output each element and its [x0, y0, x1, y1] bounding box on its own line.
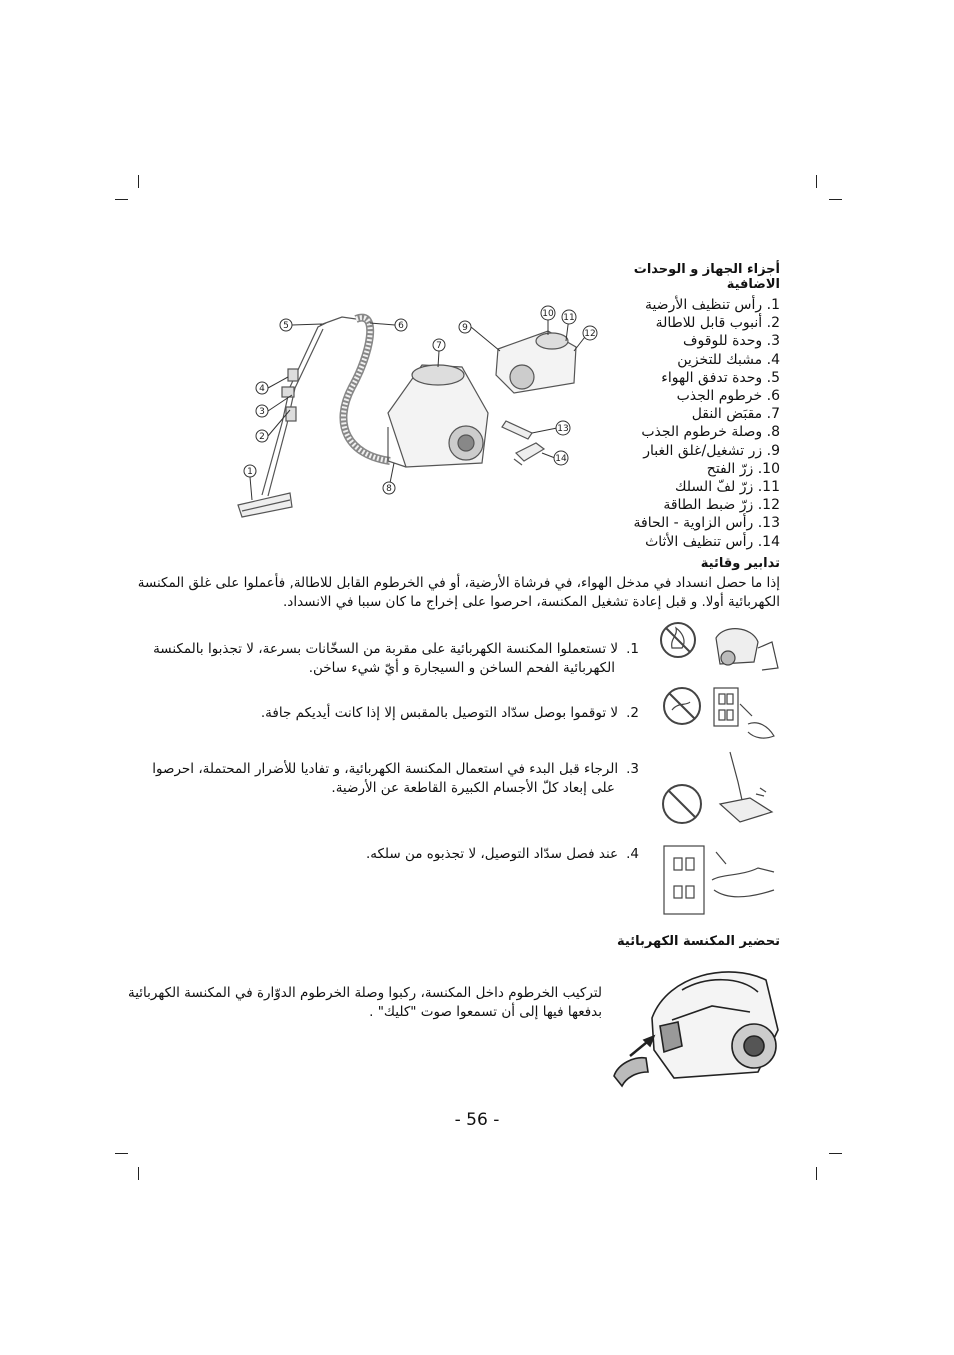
crop-mark [816, 175, 817, 188]
crop-mark [829, 1153, 842, 1154]
prep-title: تحضير المكنسة الكهربائية [617, 934, 780, 949]
vacuum-parts-diagram [230, 295, 610, 530]
crop-mark [115, 199, 128, 200]
callout-label: 2 [259, 432, 265, 442]
callout-label: 1 [247, 467, 253, 477]
list-item: 8. وصلة خرطوم الجذب [641, 424, 780, 441]
paragraph-line: إذا ما حصل انسداد في مدخل الهواء، في فرشاة الأرضية، أو في الخرطوم القابل للاطالة, فأعملوا على غلق المكنسة [137, 575, 780, 591]
warning-illustration-unplug [662, 840, 778, 916]
warning-number: 1. [626, 641, 639, 657]
crop-mark [138, 175, 139, 188]
paragraph-line: لتركيب الخرطوم داخل المكنسة، ركبوا وصلة الخرطوم الدوّارة في المكنسة الكهربائية [127, 985, 602, 1001]
callout-label: 11 [563, 313, 575, 323]
list-item: 6. خرطوم الجذب [676, 388, 780, 405]
list-item: 13. رأس الزاوية - الحافة [633, 515, 780, 532]
paragraph-line: بدفعها فيها إلى أن تسمعوا صوت "كليك" . [369, 1004, 602, 1020]
list-item: 9. زر تشغيل/غلق الغبار [643, 442, 780, 459]
page-number: - 56 - [454, 1110, 500, 1130]
parts-section [590, 262, 780, 551]
warning-text: لا توقموا بوصل سدّاد التوصيل بالمقبس إلا إذا كانت أيديكم جافة. [260, 705, 619, 721]
callout-label: 6 [398, 321, 404, 331]
callout-label: 12 [584, 329, 596, 339]
crop-mark [115, 1153, 128, 1154]
callout-label: 4 [259, 384, 265, 394]
callout-label: 8 [386, 484, 392, 494]
list-item: 5. وحدة تدفق الهواء [661, 369, 780, 386]
callout-label: 7 [436, 341, 442, 351]
warning-text: الكهربائية الفحم الساخن و السيجارة و أيّ شيء ساخن. [308, 660, 615, 676]
warning-text: على إبعاد كلّ الأجسام الكبيرة القاطعة عن الأرضية. [331, 780, 615, 796]
callout-label: 14 [555, 454, 567, 464]
prep-paragraph [127, 984, 602, 1022]
warning-number: 4. [626, 846, 639, 862]
callout-label: 5 [283, 321, 289, 331]
warning-illustration-fire [658, 618, 782, 676]
warning-number: 3. [626, 761, 639, 777]
crop-mark [829, 199, 842, 200]
list-item: 10. زرّ الفتح [706, 460, 780, 477]
list-item: 12. زرّ ضبط الطاقة [663, 497, 780, 514]
parts-title: أجزاء الجهاز و الوحدات الاضافية [633, 262, 780, 292]
warning-item-1 [153, 640, 639, 678]
callout-label: 13 [557, 424, 569, 434]
warning-number: 2. [626, 705, 639, 721]
warning-item-4 [189, 845, 639, 864]
list-item: 1. رأس تنظيف الأرضية [644, 297, 780, 313]
warning-illustration-sharp-objects [660, 752, 780, 834]
safety-paragraph [137, 574, 780, 612]
warning-illustration-wet-hands [660, 684, 778, 750]
list-item: 2. أنبوب قابل للاطالة [655, 315, 780, 332]
list-item: 11. زرّ لفّ السلك [675, 479, 780, 496]
paragraph-line: الكهربائية أولا. و قبل إعادة تشغيل المكنسة، احرصوا على إخراج ما كان سببا في الانسداد. [283, 594, 780, 610]
hose-connection-illustration [608, 960, 784, 1088]
safety-title: تدابير وقائية [700, 556, 780, 571]
warning-text: لا تستعملوا المكنسة الكهربائية على مقربة من السخّانات بسرعة، لا تجذبوا بالمكنسة [153, 641, 619, 657]
list-item: 14. رأس تنظيف الأثاث [645, 533, 780, 550]
warning-item-3 [152, 760, 639, 798]
parts-list [590, 296, 780, 551]
crop-mark [816, 1167, 817, 1180]
callout-label: 10 [542, 309, 554, 319]
warning-text: عند فصل سدّاد التوصيل، لا تجذبوه من سلكه. [365, 846, 619, 862]
crop-mark [138, 1167, 139, 1180]
list-item: 4. مشبك للتخزين [677, 351, 780, 368]
list-item: 3. وحدة للوقوف [683, 333, 780, 350]
warning-item-2 [189, 704, 639, 723]
list-item: 7. مقبَض النقل [691, 406, 780, 423]
warning-text: الرجاء قبل البدء في استعمال المكنسة الكهربائية، و تفاديا للأضرار المحتملة، احرصوا [152, 761, 619, 777]
callout-label: 9 [462, 323, 468, 333]
callout-label: 3 [259, 407, 265, 417]
